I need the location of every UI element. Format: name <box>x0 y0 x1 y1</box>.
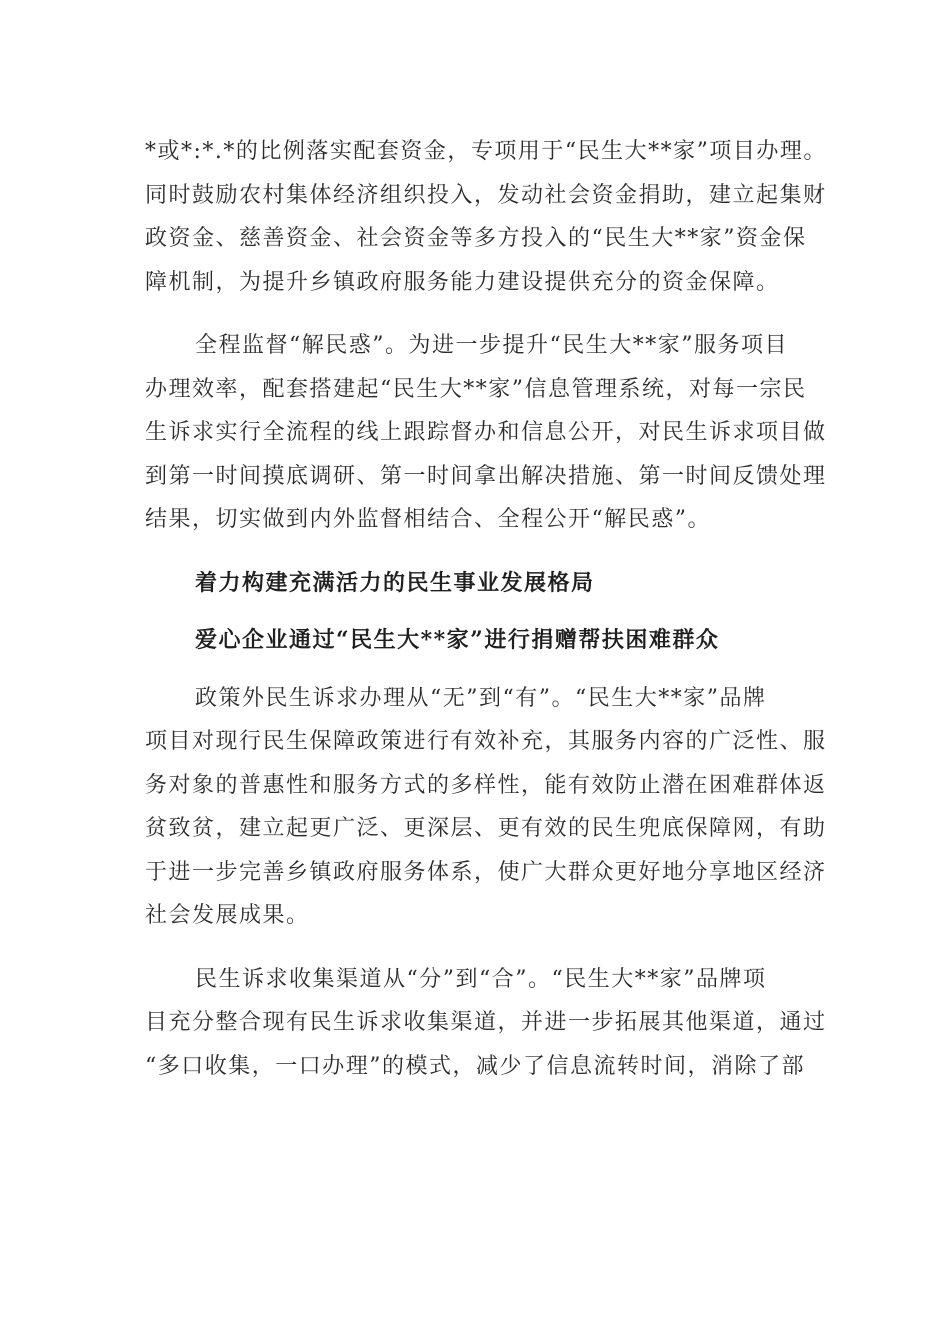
text-line: 结果，切实做到内外监督相结合、全程公开“解民惑”。 <box>145 507 711 532</box>
text-line: 社会发展成果。 <box>145 903 310 928</box>
text-line: 民生诉求收集渠道从“分”到“合”。“民生大**家”品牌项 <box>195 966 767 992</box>
paragraph-policy <box>145 677 827 938</box>
text-line: 贫致贫，建立起更广泛、更深层、更有效的民生兜底保障网，有助 <box>145 816 827 841</box>
text-line: 障机制，为提升乡镇政府服务能力建设提供充分的资金保障。 <box>145 269 780 295</box>
text-line: 政资金、慈善资金、社会资金等多方投入的“民生大**家”资金保 <box>145 226 807 251</box>
heading-text: 着力构建充满活力的民生事业发展格局 <box>195 569 595 596</box>
text-line: 办理效率，配套搭建起“民生大**家”信息管理系统，对每一宗民 <box>145 376 807 402</box>
document-body <box>145 130 827 1108</box>
text-line: 全程监督“解民惑”。为进一步提升“民生大**家”服务项目 <box>195 333 788 358</box>
paragraph-supervision <box>145 324 827 542</box>
text-line: 同时鼓励农村集体经济组织投入，发动社会资金捐助，建立起集财 <box>145 182 827 208</box>
text-line: *或*:*.*的比例落实配套资金，专项用于“民生大**家”项目办理。 <box>145 139 827 164</box>
text-line: 项目对现行民生保障政策进行有效补充，其服务内容的广泛性、服 <box>145 729 827 754</box>
text-line: 于进一步完善乡镇政府服务体系，使广大群众更好地分享地区经济 <box>145 859 827 885</box>
paragraph-funding <box>145 130 827 304</box>
text-line: 到第一时间摸底调研、第一时间拿出解决措施、第一时间反馈处理 <box>145 463 827 489</box>
text-line: 务对象的普惠性和服务方式的多样性，能有效防止潜在困难群体返 <box>145 772 827 798</box>
text-line: 生诉求实行全流程的线上跟踪督办和信息公开，对民生诉求项目做 <box>145 420 827 445</box>
section-heading <box>145 562 805 606</box>
image-caption <box>145 619 805 663</box>
text-line: 目充分整合现有民生诉求收集渠道，并进一步拓展其他渠道，通过 <box>145 1010 827 1035</box>
text-line: “多口收集，一口办理”的模式，减少了信息流转时间，消除了部 <box>145 1053 805 1079</box>
text-line: 政策外民生诉求办理从“无”到“有”。“民生大**家”品牌 <box>195 685 767 711</box>
paragraph-channels <box>145 958 827 1089</box>
caption-text: 爱心企业通过“民生大**家”进行捐赠帮扶困难群众 <box>195 627 720 653</box>
